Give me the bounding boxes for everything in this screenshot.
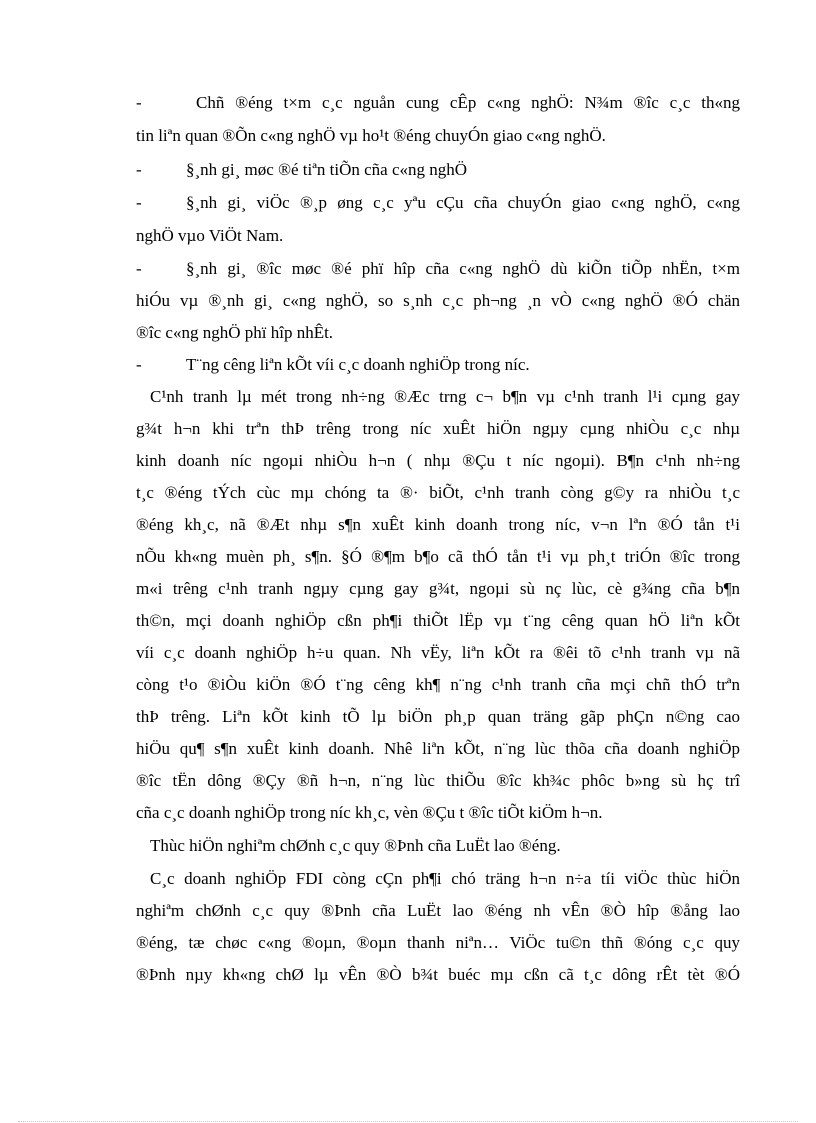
bullet-1-line-2: tin liªn quan ®Õn c«ng nghÖ vµ ho¹t ®éng chuyÓn giao c«ng nghÖ. (136, 126, 606, 145)
paragraph-1-line-1: C¹nh tranh lµ mét trong nh÷ng ®Æc trng c¬ b¶n vµ c¹nh tranh l¹i cµng gay (150, 387, 740, 406)
paragraph-1-line-14: cña c¸c doanh nghiÖp trong níc kh¸c, vèn ®Çu t ®îc tiÕt kiÖm h¬n. (136, 803, 603, 822)
bullet-3-line-2: nghÖ vµo ViÖt Nam. (136, 226, 284, 245)
bullet-4-line-1: §¸nh gi¸ ®îc møc ®é phï hîp cña c«ng nghÖ dù kiÕn tiÕp nhËn, t×m (186, 259, 740, 278)
bullet-2-line-1: §¸nh gi¸ møc ®é tiªn tiÕn cña c«ng nghÖ (186, 160, 468, 179)
paragraph-1-line-4: t¸c ®éng tÝch cùc mµ chóng ta ®· biÕt, c¹nh tranh còng g©y ra nhiÒu t¸c (136, 483, 740, 502)
paragraph-1-line-3: kinh doanh níc ngoµi nhiÒu h¬n ( nhµ ®Çu t níc ngoµi). B¶n c¹nh nh÷ng (136, 451, 740, 470)
paragraph-1-line-8: th©n, mçi doanh nghiÖp cßn ph¶i thiÕt lËp vµ t¨ng cêng quan hÖ liªn kÕt (136, 611, 740, 630)
bullet-4-line-3: ®îc c«ng nghÖ phï hîp nhÊt. (136, 323, 334, 342)
paragraph-1-line-2: g¾t h¬n khi trªn thÞ trêng trong níc xuÊt hiÖn ngµy cµng nhiÒu c¸c nhµ (136, 419, 740, 438)
paragraph-1-line-11: thÞ trêng. Liªn kÕt kinh tÕ lµ biÖn ph¸p quan träng gãp phÇn n©ng cao (136, 707, 740, 726)
paragraph-1-line-7: m«i trêng c¹nh tranh ngµy cµng gay g¾t, ngoµi sù nç lùc, cè g¾ng cña b¶n (136, 579, 740, 598)
bullet-4-line-2: hiÓu vµ ®¸nh gi¸ c«ng nghÖ, so s¸nh c¸c ph¬ng ¸n vÒ c«ng nghÖ ®Ó chän (136, 291, 740, 310)
paragraph-1-line-9: víi c¸c doanh nghiÖp h÷u quan. Nh vËy, liªn kÕt ra ®êi tõ c¹nh tranh vµ nã (136, 643, 740, 662)
paragraph-3-line-4: ®Þnh nµy kh«ng chØ lµ vÊn ®Ò b¾t buéc mµ cßn cã t¸c dông rÊt tèt ®Ó (136, 965, 740, 984)
bullet-marker: - (136, 355, 142, 374)
bullet-marker: - (136, 93, 142, 112)
paragraph-1-line-13: ®îc tËn dông ®Çy ®ñ h¬n, n¨ng lùc thiÕu ®îc kh¾c phôc b»ng sù hç trî (136, 771, 740, 790)
paragraph-1-line-12: hiÖu qu¶ s¶n xuÊt kinh doanh. Nhê liªn kÕt, n¨ng lùc thõa cña doanh nghiÖp (136, 739, 740, 758)
paragraph-3-line-1: C¸c doanh nghiÖp FDI còng cÇn ph¶i chó träng h¬n n÷a tíi viÖc thùc hiÖn (150, 869, 740, 888)
paragraph-3-line-2: nghiªm chØnh c¸c quy ®Þnh cña LuËt lao ®éng nh vÊn ®Ò hîp ®ång lao (136, 901, 740, 920)
bullet-marker: - (136, 259, 142, 278)
bullet-5-line-1: T¨ng cêng liªn kÕt víi c¸c doanh nghiÖp trong níc. (186, 355, 530, 374)
bullet-3-line-1: §¸nh gi¸ viÖc ®¸p øng c¸c yªu cÇu cña chuyÓn giao c«ng nghÖ, c«ng (186, 193, 740, 212)
paragraph-1-line-6: nÕu kh«ng muèn ph¸ s¶n. §Ó ®¶m b¶o cã thÓ tån t¹i vµ ph¸t triÓn ®îc trong (136, 547, 740, 566)
bullet-marker: - (136, 160, 142, 179)
bullet-marker: - (136, 193, 142, 212)
paragraph-3-line-3: ®éng, tæ chøc c«ng ®oµn, ®oµn thanh niªn… ViÖc tu©n thñ ®óng c¸c quy (136, 933, 740, 952)
paragraph-1-line-10: còng t¹o ®iÒu kiÖn ®Ó t¨ng cêng kh¶ n¨ng c¹nh tranh cña mçi chñ thÓ trªn (136, 675, 740, 694)
paragraph-1-line-5: ®éng kh¸c, nã ®Æt nhµ s¶n xuÊt kinh doanh trong níc, v¬n lªn ®Ó tån t¹i (136, 515, 740, 534)
paragraph-2-line-1: Thùc hiÖn nghiªm chØnh c¸c quy ®Þnh cña LuËt lao ®éng. (150, 836, 561, 855)
page-bottom-divider (18, 1121, 798, 1122)
bullet-1-line-1: Chñ ®éng t×m c¸c nguån cung cÊp c«ng nghÖ: N¾m ®îc c¸c th«ng (196, 93, 740, 112)
